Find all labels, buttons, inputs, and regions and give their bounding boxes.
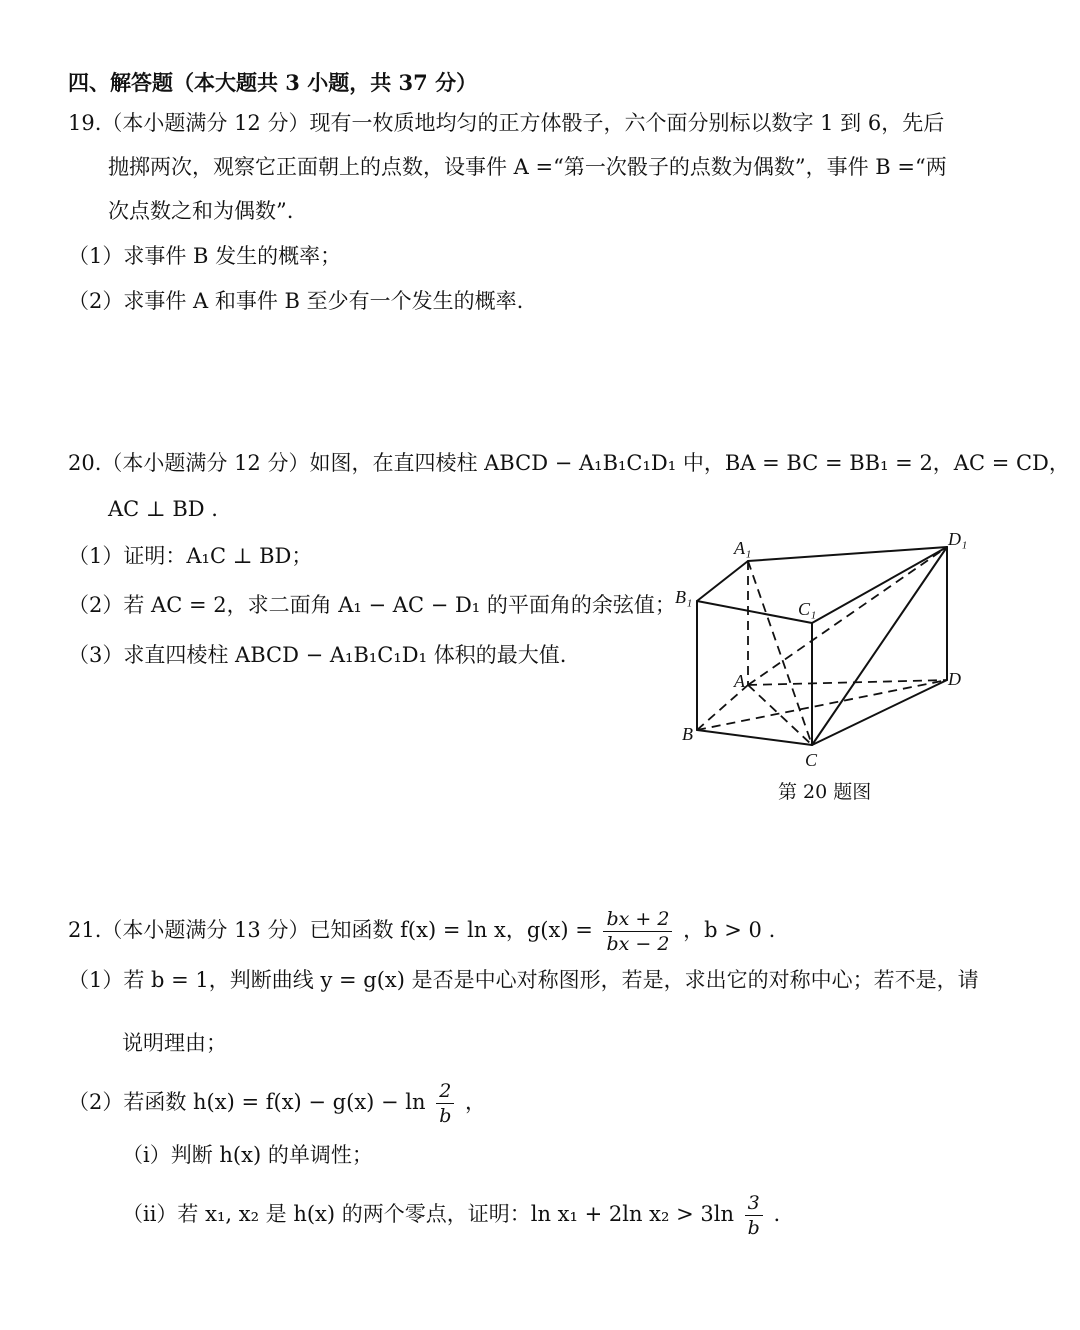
label-b: B <box>682 724 693 744</box>
edge-a1-d1 <box>748 547 947 561</box>
prism-figure <box>660 525 990 775</box>
g-fraction <box>603 907 672 955</box>
q20-line1: 20.（本小题满分 12 分）如图，在直四棱柱 ABCD − A₁B₁C₁D₁ 中，BA = BC = BB₁ = 2，AC = CD， <box>68 451 1070 475</box>
hidden-edge-b-a <box>697 685 748 730</box>
g-denominator: bx − 2 <box>606 932 670 955</box>
ln-numerator: 3 <box>745 1194 763 1216</box>
label-d1: D₁ <box>948 529 968 549</box>
label-c1: C₁ <box>798 599 817 619</box>
label-a1: A₁ <box>734 538 752 558</box>
label-d: D <box>948 669 961 689</box>
label-b1: B₁ <box>675 587 693 607</box>
q21-line1-prefix: 21.（本小题满分 13 分）已知函数 f(x) = ln x，g(x) = <box>68 918 593 942</box>
g-numerator: bx + 2 <box>603 910 672 932</box>
h-denominator: b <box>439 1104 452 1127</box>
edge-b1-a1 <box>697 561 748 601</box>
label-a: A <box>734 671 745 691</box>
q21-line1-suffix: ，b > 0 . <box>683 918 776 942</box>
q21-sub-ii <box>122 1184 780 1244</box>
q21-part2 <box>68 1072 486 1132</box>
edge-b1-c1 <box>697 601 812 623</box>
hidden-edge-a-c <box>748 685 812 745</box>
h-fraction <box>436 1079 454 1127</box>
q20-part3: （3）求直四棱柱 ABCD − A₁B₁C₁D₁ 体积的最大值. <box>68 643 567 667</box>
edge-c-d1 <box>812 547 947 745</box>
label-c: C <box>805 750 818 770</box>
q19-line2: 抛掷两次，观察它正面朝上的点数，设事件 A =“第一次骰子的点数为偶数”，事件 B =“两 <box>108 155 947 179</box>
edge-b-c <box>697 730 812 745</box>
q19-line1: 19.（本小题满分 12 分）现有一枚质地均匀的正方体骰子，六个面分别标以数字 1 到 6，先后 <box>68 111 945 135</box>
q19-part1: （1）求事件 B 发生的概率； <box>68 244 342 268</box>
q20-part2: （2）若 AC = 2，求二面角 A₁ − AC − D₁ 的平面角的余弦值； <box>68 593 676 617</box>
q19-line3: 次点数之和为偶数”. <box>108 199 294 223</box>
edge-c1-d1 <box>812 547 947 623</box>
edge-c-d <box>812 680 947 745</box>
ln-denominator: b <box>747 1216 760 1239</box>
q20-part1: （1）证明：A₁C ⊥ BD； <box>68 544 313 568</box>
q21-sub-ii-suffix: . <box>773 1202 781 1226</box>
q21-part2-suffix: ， <box>465 1090 487 1114</box>
section-title: 四、解答题（本大题共 3 小题，共 37 分） <box>68 70 478 95</box>
figure-caption: 第 20 题图 <box>778 781 872 803</box>
q19-part2: （2）求事件 A 和事件 B 至少有一个发生的概率. <box>68 289 524 313</box>
q21-line1 <box>68 900 775 960</box>
q21-part2-prefix: （2）若函数 h(x) = f(x) − g(x) − ln <box>68 1090 426 1114</box>
q21-part1-line2: 说明理由； <box>122 1031 227 1055</box>
q21-sub-i: （i）判断 h(x) 的单调性； <box>122 1143 373 1167</box>
ln-fraction <box>745 1191 763 1239</box>
q21-sub-ii-prefix: （ii）若 x₁, x₂ 是 h(x) 的两个零点，证明：ln x₁ + 2ln x₂ > 3ln <box>122 1202 734 1226</box>
hidden-edge-a-d <box>748 680 947 685</box>
h-numerator: 2 <box>436 1082 454 1104</box>
q21-part1-line1: （1）若 b = 1，判断曲线 y = g(x) 是否是中心对称图形，若是，求出它的对称中心；若不是，请 <box>68 968 979 992</box>
q20-line2: AC ⊥ BD . <box>108 497 218 521</box>
